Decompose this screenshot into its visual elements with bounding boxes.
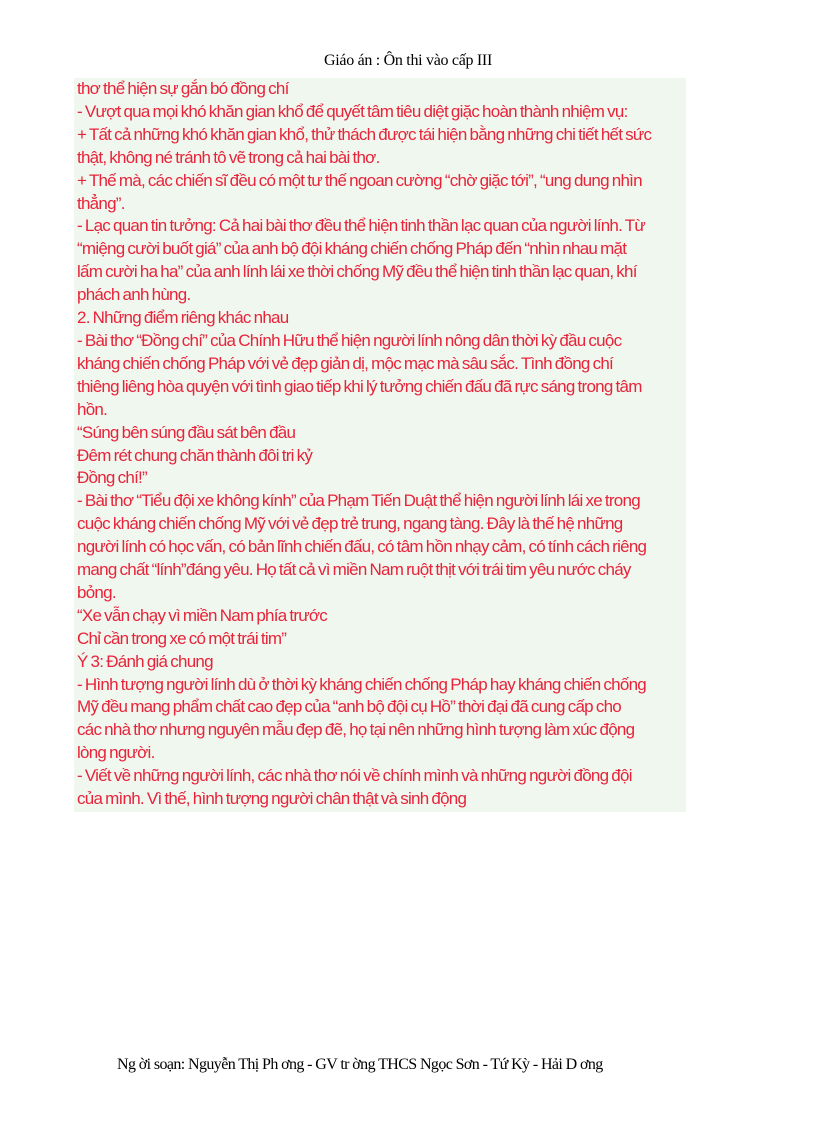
text-line: cuộc kháng chiến chống Mỹ với vẻ đẹp trẻ trung, ngang tàng. Đây là thế hệ những <box>77 514 623 534</box>
text-line: Ý 3: Đánh giá chung <box>77 651 213 671</box>
content-lines <box>74 78 686 811</box>
text-line: Mỹ đều mang phẩm chất cao đẹp của “anh bộ đội cụ Hồ” thời đại đã cung cấp cho <box>77 697 622 717</box>
text-line: thơ thể hiện sự gắn bó đồng chí <box>77 79 289 98</box>
text-line: Đêm rét chung chăn thành đôi tri kỷ <box>77 445 313 465</box>
text-line: Chỉ cần trong xe có một trái tim” <box>77 628 287 648</box>
text-line: các nhà thơ nhưng nguyên mẫu đẹp đẽ, họ tại nên những hình tượng làm xúc động <box>77 720 635 740</box>
text-line: bỏng. <box>77 582 116 602</box>
content-block <box>74 78 686 812</box>
text-line: kháng chiến chống Pháp với vẻ đẹp giản dị, mộc mạc mà sâu sắc. Tình đồng chí <box>77 353 614 373</box>
text-line: Đồng chí!” <box>77 468 147 488</box>
text-line: phách anh hùng. <box>77 285 191 305</box>
text-line: người lính có học vấn, có bản lĩnh chiến đấu, có tâm hồn nhạy cảm, có tính cách riêng <box>77 537 647 557</box>
text-line: + Thế mà, các chiến sĩ đều có một tư thế ngoan cường “chờ giặc tới”, “ung dung nhìn <box>77 170 642 190</box>
text-line: 2. Những điểm riêng khác nhau <box>77 308 289 328</box>
text-line: + Tất cả những khó khăn gian khổ, thử thách được tái hiện bằng những chi tiết hết sức <box>77 124 652 144</box>
text-line: “Xe vẫn chạy vì miền Nam phía trước <box>77 605 328 625</box>
text-line: - Lạc quan tin tưởng: Cả hai bài thơ đều thể hiện tinh thần lạc quan của người lính. Từ <box>77 216 646 236</box>
text-line: - Bài thơ “Tiểu đội xe không kính” của Phạm Tiến Duật thể hiện người lính lái xe trong <box>77 491 640 511</box>
text-line: “miệng cười buốt giá” của anh bộ đội kháng chiến chống Pháp đến “nhìn nhau mặt <box>77 239 627 259</box>
text-line: thật, không né tránh tô vẽ trong cả hai bài thơ. <box>77 147 380 167</box>
text-line: của mình. Vì thế, hình tượng người chân thật và sinh động <box>77 789 467 809</box>
text-line: thẳng”. <box>77 193 125 213</box>
text-line: hồn. <box>77 399 108 419</box>
text-line: lòng người. <box>77 743 155 763</box>
text-line: mang chất “lính”đáng yêu. Họ tất cả vì miền Nam ruột thịt với trái tim yêu nước cháy <box>77 560 631 580</box>
page-header-title: Giáo án : Ôn thi vào cấp III <box>324 52 492 69</box>
text-line: - Hình tượng người lính dù ở thời kỳ kháng chiến chống Pháp hay kháng chiến chống <box>77 674 647 694</box>
text-line: - Vượt qua mọi khó khăn gian khổ để quyết tâm tiêu diệt giặc hoàn thành nhiệm vụ: <box>77 101 628 121</box>
text-line: “Súng bên súng đầu sát bên đầu <box>77 422 296 442</box>
page-footer-author: Ng ời soạn: Nguyễn Thị Ph ơng - GV tr ờng THCS Ngọc Sơn - Tứ Kỳ - Hải D ơng <box>117 1056 603 1073</box>
text-line: lấm cười ha ha” của anh lính lái xe thời chống Mỹ đều thể hiện tinh thần lạc quan, khí <box>77 262 637 282</box>
text-line: - Bài thơ “Đồng chí” của Chính Hữu thể hiện người lính nông dân thời kỳ đầu cuộc <box>77 330 622 350</box>
text-line: - Viết về những người lính, các nhà thơ nói về chính mình và những người đồng đội <box>77 766 632 786</box>
text-line: thiêng liêng hòa quyện với tình giao tiếp khi lý tưởng chiến đấu đã rực sáng trong tâm <box>77 376 642 396</box>
